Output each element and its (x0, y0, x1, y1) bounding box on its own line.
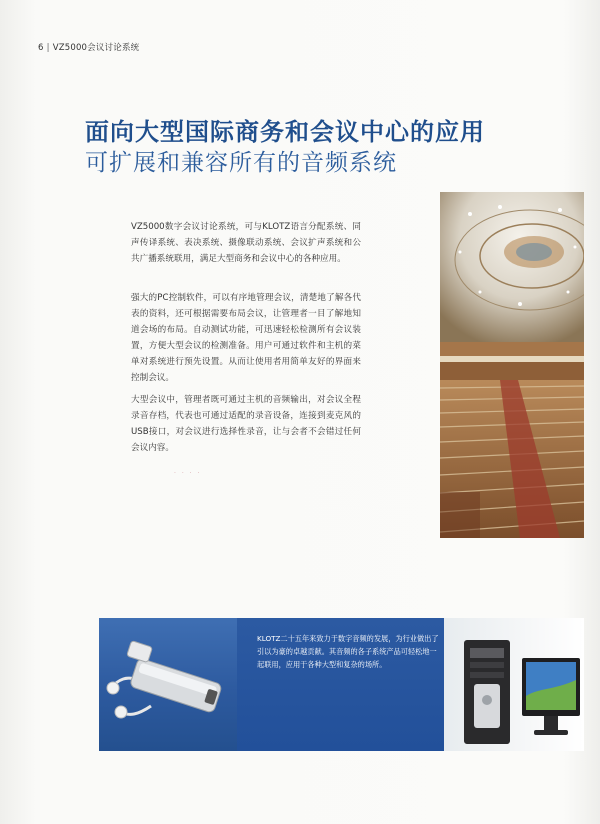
body-paragraph-1: VZ5000数字会议讨论系统，可与KLOTZ语言分配系统、同声传译系统、表决系统、摄像联动系统、会议扩声系统和公共广播系统联用，满足大型商务和会议中心的各种应用。 (131, 222, 361, 264)
banner-text: KLOTZ二十五年来致力于数字音频的发展，为行业做出了引以为豪的卓越贡献。其音频的各子系统产品可轻松地一起联用，应用于各种大型和复杂的场所。 (257, 634, 439, 669)
body-paragraph-3: 大型会议中，管理者既可通过主机的音频输出，对会议全程录音存档，代表也可通过适配的录音设备，连接到麦克风的USB接口，对会议进行选择性录音，让与会者不会错过任何会议内容。 (131, 395, 361, 453)
computer-image (444, 618, 584, 751)
usb-recorder-image (99, 618, 237, 751)
section-title: VZ5000会议讨论系统 (52, 43, 140, 53)
decorative-dots: · · · · (174, 470, 202, 477)
product-banner (99, 618, 584, 751)
page-number: 6 (38, 43, 44, 53)
header-separator: | (46, 43, 50, 53)
page-subtitle: 可扩展和兼容所有的音频系统 (85, 150, 397, 176)
auditorium-photo (440, 192, 584, 538)
page-header (38, 41, 139, 53)
body-paragraph-2: 强大的PC控制软件，可以有序地管理会议，清楚地了解各代表的资料，还可根据需要布局会议，让管理者一目了解地知道会场的布局。自动测试功能，可迅速轻松检测所有会议装置，方便大型会议的检测准备。用户可通过软件和主机的菜单对系统进行预先设置。从而让使用者用简单友好的界面来控制会议。 (131, 293, 361, 383)
page-title: 面向大型国际商务和会议中心的应用 (85, 118, 485, 146)
